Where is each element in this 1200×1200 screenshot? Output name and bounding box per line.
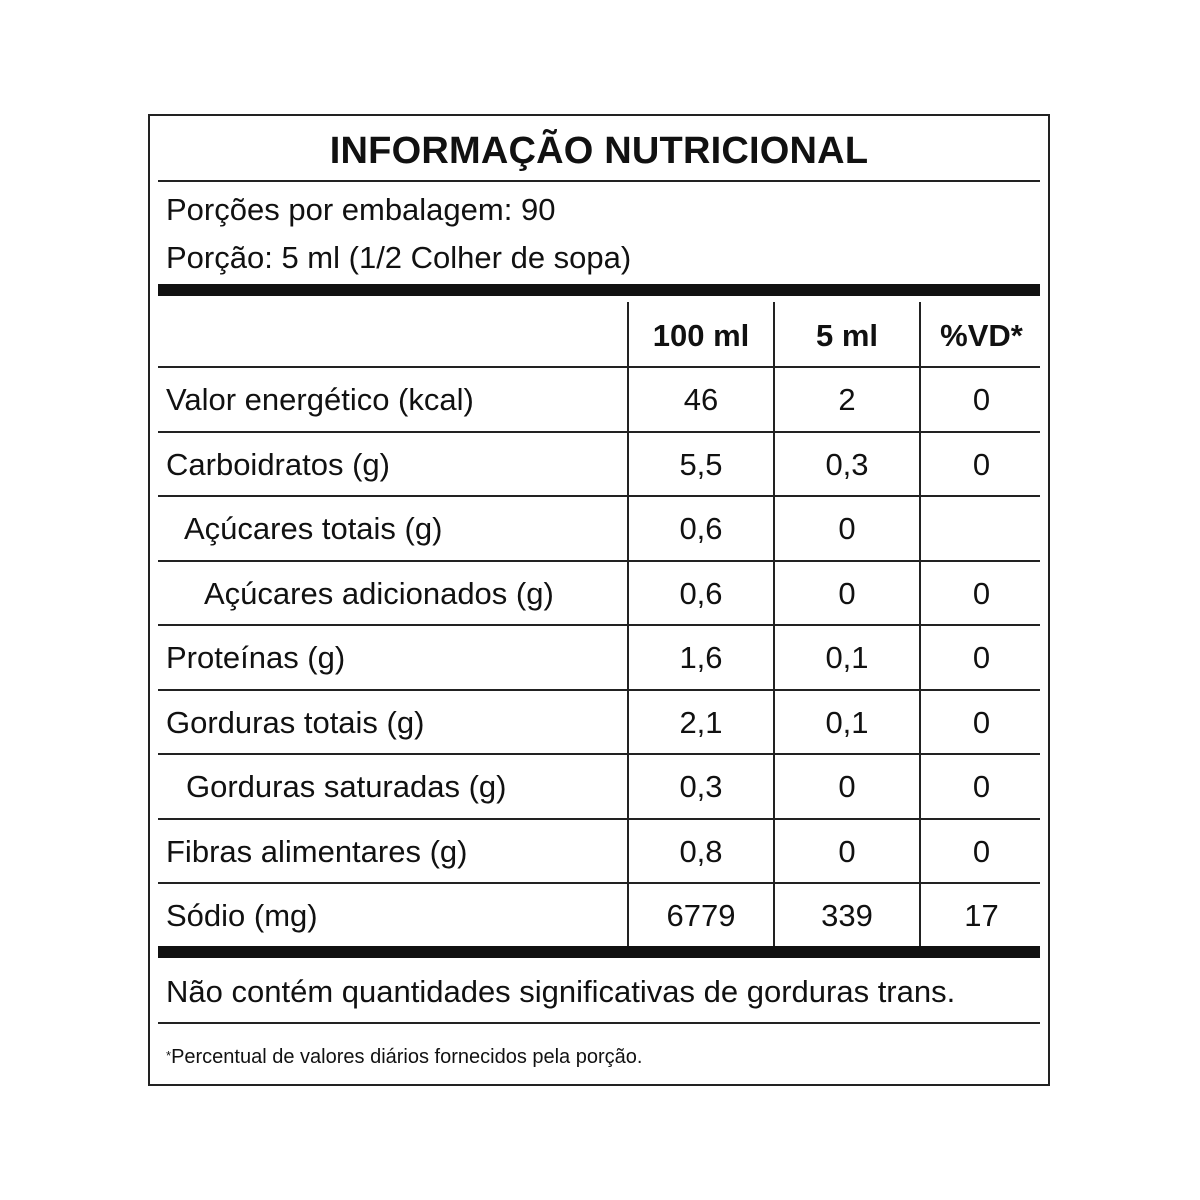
- trans-fat-note: Não contém quantidades significativas de gorduras trans.: [166, 974, 956, 1009]
- value-per-portion: 0: [838, 511, 856, 546]
- value-per-100ml: 5,5: [679, 447, 723, 482]
- footnote-text: Percentual de valores diários fornecidos pela porção.: [171, 1046, 643, 1068]
- value-per-100ml: 6779: [666, 898, 736, 933]
- nutrient-label-sodium: Sódio (mg): [166, 898, 318, 933]
- value-per-100ml: 46: [683, 382, 719, 417]
- servings-per-package: Porções por embalagem: 90: [166, 192, 556, 227]
- value-vd: 0: [972, 447, 991, 482]
- column-header-portion: 5 ml: [815, 318, 879, 353]
- nutrient-label-proteins: Proteínas (g): [166, 640, 346, 675]
- value-per-portion: 0,1: [825, 640, 869, 675]
- value-per-portion: 0: [838, 769, 856, 804]
- value-vd: 0: [972, 576, 991, 611]
- value-per-100ml: 0,6: [679, 576, 723, 611]
- thick-divider: [158, 284, 1040, 296]
- nutrient-label-energy: Valor energético (kcal): [166, 382, 474, 417]
- nutrient-label-total-fat: Gorduras totais (g): [166, 705, 425, 740]
- value-vd: 0: [972, 834, 991, 869]
- value-per-portion: 0,1: [825, 705, 869, 740]
- nutrition-facts-label: [148, 114, 1050, 1086]
- thick-divider: [158, 946, 1040, 958]
- value-per-portion: 339: [821, 898, 873, 933]
- value-vd: 0: [972, 705, 991, 740]
- value-per-100ml: 0,3: [679, 769, 723, 804]
- value-per-portion: 2: [838, 382, 856, 417]
- serving-size: Porção: 5 ml (1/2 Colher de sopa): [166, 240, 632, 275]
- daily-value-footnote: [166, 1044, 642, 1070]
- nutrient-label-added-sugars: Açúcares adicionados (g): [204, 576, 554, 611]
- divider: [158, 1022, 1040, 1024]
- value-per-portion: 0: [838, 576, 856, 611]
- column-header-vd: %VD*: [940, 318, 1023, 353]
- nutrient-label-saturated-fat: Gorduras saturadas (g): [186, 769, 507, 804]
- value-per-100ml: 0,6: [679, 511, 723, 546]
- column-header-100ml: 100 ml: [652, 318, 750, 353]
- value-per-portion: 0,3: [825, 447, 869, 482]
- value-vd: 17: [964, 898, 999, 933]
- nutrient-label-fiber: Fibras alimentares (g): [166, 834, 468, 869]
- value-vd: 0: [972, 382, 991, 417]
- value-per-100ml: 2,1: [679, 705, 723, 740]
- divider: [158, 180, 1040, 182]
- value-vd: [921, 497, 1042, 561]
- nutrient-label-total-sugars: Açúcares totais (g): [184, 511, 443, 546]
- value-per-portion: 0: [838, 834, 856, 869]
- value-per-100ml: 0,8: [679, 834, 723, 869]
- footnote-mark: *: [166, 1048, 172, 1063]
- label-title: INFORMAÇÃO NUTRICIONAL: [329, 130, 869, 172]
- value-vd: 0: [972, 769, 991, 804]
- value-vd: 0: [972, 640, 991, 675]
- nutrient-label-carbohydrates: Carboidratos (g): [166, 447, 390, 482]
- value-per-100ml: 1,6: [679, 640, 723, 675]
